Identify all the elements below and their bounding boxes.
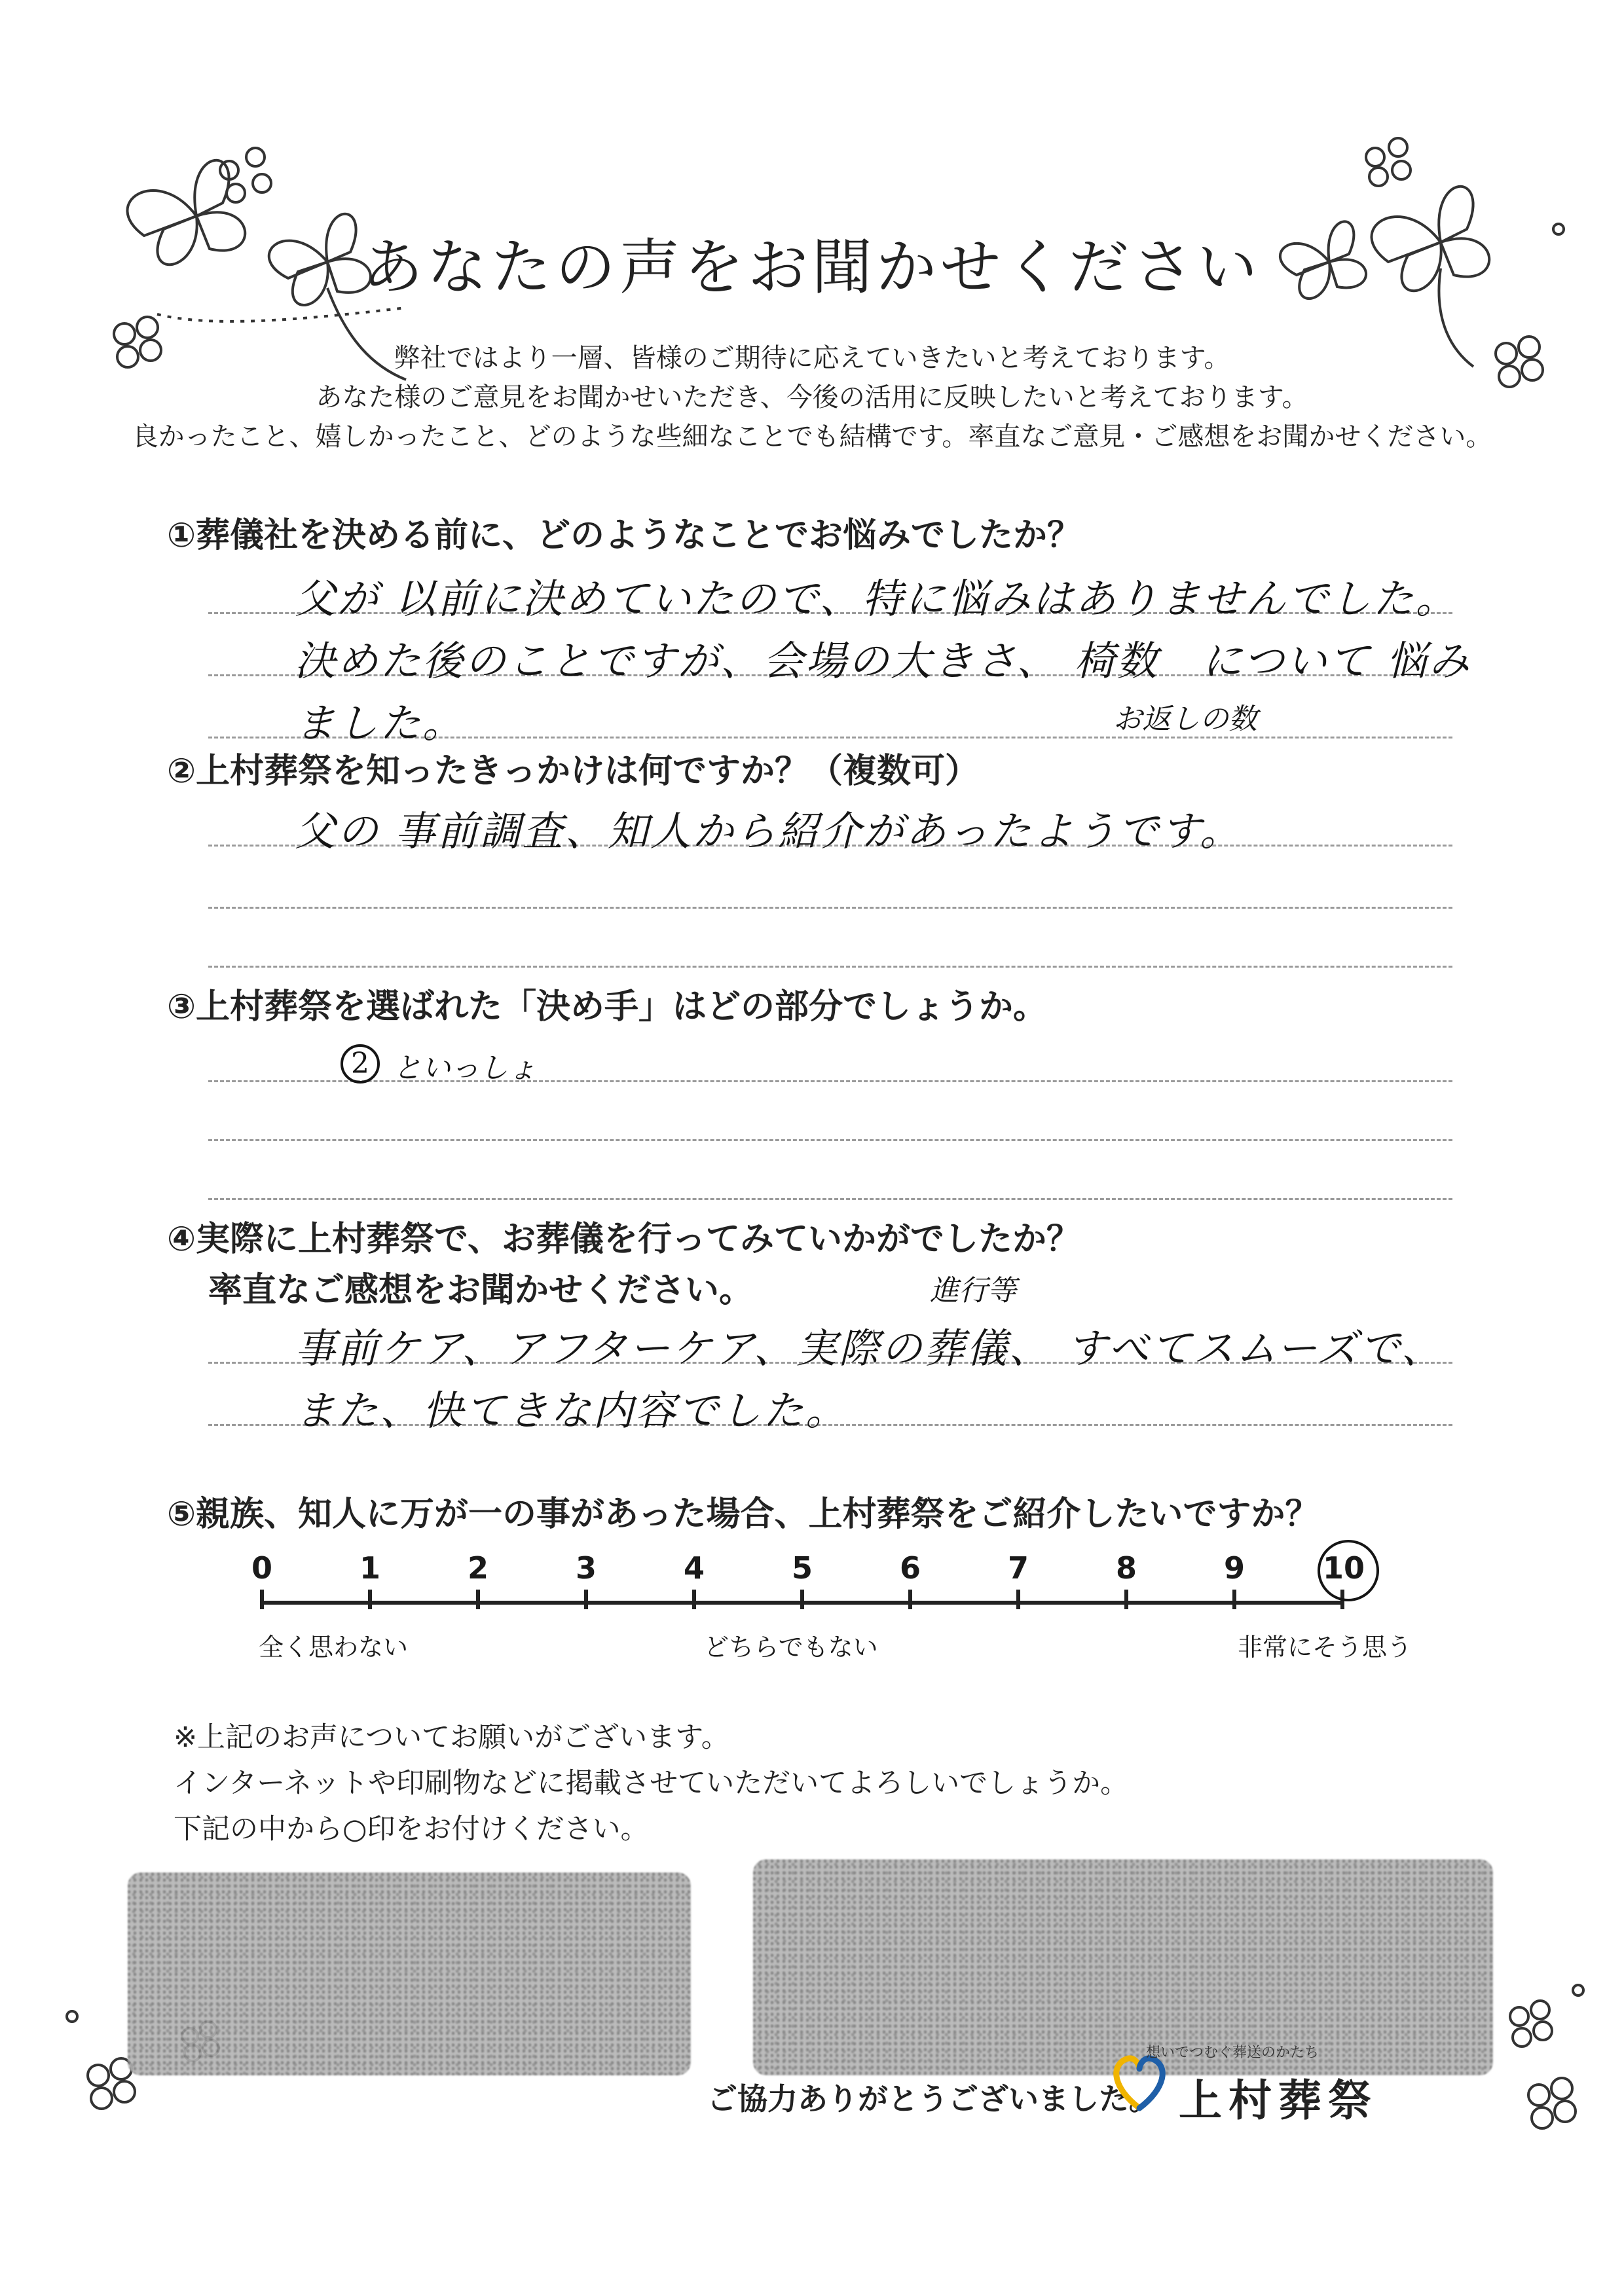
scale-label-low: 全く思わない — [259, 1633, 409, 1662]
question-3-circled-number: 2 — [341, 1044, 380, 1084]
scale-tick — [584, 1590, 588, 1609]
scale-number-4[interactable]: 4 — [683, 1550, 705, 1586]
intro-line-1: 弊社ではより一層、皆様のご期待に応えていきたいと考えております。 — [394, 343, 1230, 373]
question-3-label: ③上村葬祭を選ばれた「決め手」はどの部分でしょうか。 — [167, 987, 1048, 1027]
question-1-label: ①葬儀社を決める前に、どのようなことでお悩みでしたか？ — [167, 516, 1082, 555]
scale-number-1[interactable]: 1 — [359, 1550, 380, 1586]
question-4-answer-line-2: また、快てきな内容でした。 — [295, 1387, 849, 1434]
note-line-3: 下記の中から○印をお付けください。 — [174, 1813, 649, 1846]
question-1-answer-line-3: ました。 — [295, 699, 466, 747]
brand-name: 上村葬祭 — [1179, 2075, 1378, 2126]
question-4-answer-line-1: 事前ケア、アフターケア、実際の葬儀、 すべてスムーズで、 — [295, 1324, 1444, 1372]
scale-tick — [1232, 1590, 1236, 1609]
scale-tick — [908, 1590, 912, 1609]
scale-tick — [368, 1590, 372, 1609]
scale-tick — [692, 1590, 696, 1609]
scale-number-2[interactable]: 2 — [467, 1550, 489, 1586]
scale-tick — [1016, 1590, 1020, 1609]
scale-number-0[interactable]: 0 — [251, 1550, 272, 1586]
intro-line-2: あなた様のご意見をお聞かせいただき、今後の活用に反映したいと考えております。 — [316, 382, 1308, 412]
redacted-area-right — [753, 1859, 1493, 2075]
scale-tick — [800, 1590, 804, 1609]
answer-rule — [208, 1139, 1452, 1141]
scale-number-3[interactable]: 3 — [575, 1550, 597, 1586]
thanks-message: ご協力ありがとうございました。 — [707, 2081, 1159, 2117]
question-2-label: ②上村葬祭を知ったきっかけは何ですか？（複数可） — [167, 752, 980, 791]
answer-rule — [208, 1198, 1452, 1200]
question-1-insertion: お返しの数 — [1113, 702, 1257, 736]
scale-number-6[interactable]: 6 — [899, 1550, 921, 1586]
scale-label-mid: どちらでもない — [704, 1633, 878, 1662]
scale-number-10[interactable]: 10 — [1323, 1550, 1365, 1586]
question-2-answer-line-1: 父の 事前調査、知人から紹介があったようです。 — [295, 807, 1243, 855]
question-3-answer-line-1: といっしょ — [393, 1051, 537, 1085]
scale-tick — [476, 1590, 480, 1609]
scale-number-8[interactable]: 8 — [1115, 1550, 1137, 1586]
brand-tagline: 想いでつむぐ葬送のかたち — [1146, 2045, 1320, 2061]
selected-rating-circle — [1318, 1540, 1379, 1601]
question-1-answer-line-1: 父が 以前に決めていたので、特に悩みはありませんでした。 — [295, 575, 1458, 623]
scale-number-9[interactable]: 9 — [1223, 1550, 1245, 1586]
answer-rule — [208, 907, 1452, 909]
question-4-label-line-2: 率直なご感想をお聞かせください。 — [208, 1271, 754, 1310]
scale-tick — [1124, 1590, 1128, 1609]
intro-line-3: 良かったこと、嬉しかったこと、どのような些細なことでも結構です。率直なご意見・ご感想をお聞かせください。 — [132, 422, 1492, 452]
note-line-2: インターネットや印刷物などに掲載させていただいてよろしいでしょうか。 — [174, 1767, 1129, 1800]
question-4-label: ④実際に上村葬祭で、お葬儀を行ってみていかがでしたか？ — [167, 1220, 1080, 1259]
page-title: あなたの声をお聞かせください — [362, 232, 1261, 302]
scale-tick — [260, 1590, 264, 1609]
note-line-1: ※上記のお声についてお願いがございます。 — [174, 1721, 729, 1754]
redacted-area-left — [128, 1872, 691, 2075]
question-5-label: ⑤親族、知人に万が一の事があった場合、上村葬祭をご紹介したいですか？ — [167, 1495, 1320, 1534]
question-4-insertion: 進行等 — [930, 1274, 1016, 1307]
question-1-answer-line-2: 決めた後のことですが、会場の大きさ、 椅数 について 悩み — [295, 637, 1471, 685]
scale-label-high: 非常にそう思う — [1238, 1633, 1412, 1662]
answer-rule — [208, 966, 1452, 968]
scale-number-7[interactable]: 7 — [1007, 1550, 1029, 1586]
scale-number-5[interactable]: 5 — [791, 1550, 813, 1586]
